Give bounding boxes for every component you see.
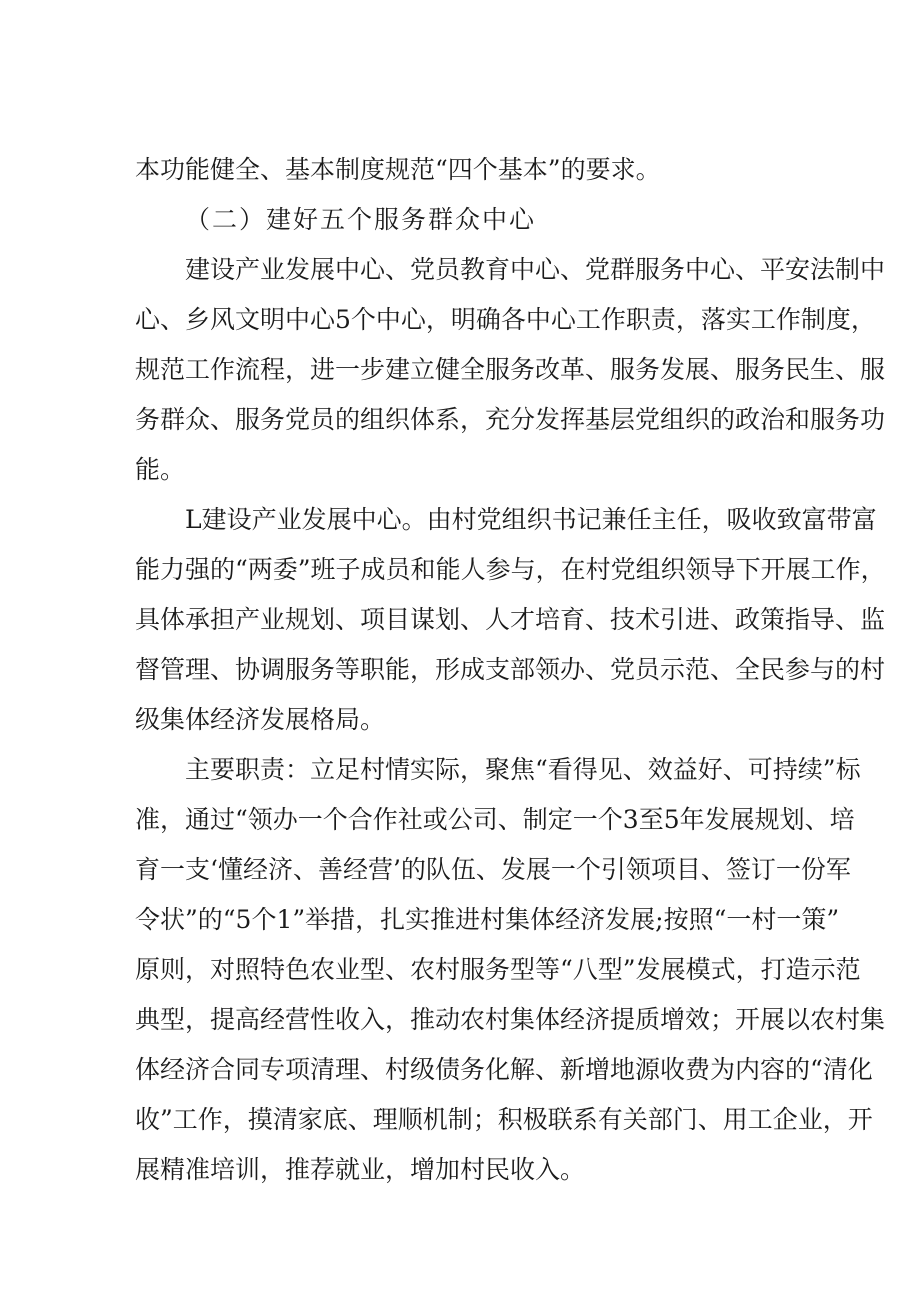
text-line: 典型，提高经营性收入，推动农村集体经济提质增效；开展以农村集 — [135, 1005, 886, 1034]
text-line: 本功能健全、基本制度规范“四个基本”的要求。 — [135, 155, 661, 184]
text-line: 务群众、服务党员的组织体系，充分发挥基层党组织的政治和服务功 — [135, 405, 886, 434]
text-line: 级集体经济发展格局。 — [135, 705, 386, 734]
text-line: 收”工作，摸清家底、理顺机制；积极联系有关部门、用工企业，开 — [135, 1105, 873, 1134]
section-heading: （二）建好五个服务群众中心 — [185, 205, 537, 234]
text-line: 心、乡风文明中心5个中心，明确各中心工作职责，落实工作制度， — [135, 305, 876, 334]
text-line: 能力强的“两委”班子成员和能人参与，在村党组织领导下开展工作， — [135, 555, 886, 584]
text-line: 主要职责：立足村情实际，聚焦“看得见、效益好、可持续”标 — [185, 755, 861, 784]
text-line: 原则，对照特色农业型、农村服务型等“八型”发展模式，打造示范 — [135, 955, 861, 984]
text-line: 建设产业发展中心、党员教育中心、党群服务中心、平安法制中 — [185, 255, 886, 284]
text-line: 督管理、协调服务等职能，形成支部领办、党员示范、全民参与的村 — [135, 655, 886, 684]
text-line: L建设产业发展中心。由村党组织书记兼任主任，吸收致富带富 — [185, 505, 877, 534]
text-line: 展精准培训，推荐就业，增加村民收入。 — [135, 1155, 586, 1184]
text-line: 准，通过“领办一个合作社或公司、制定一个3至5年发展规划、培 — [135, 805, 855, 834]
text-line: 规范工作流程，进一步建立健全服务改革、服务发展、服务民生、服 — [135, 355, 886, 384]
text-line: 具体承担产业规划、项目谋划、人才培育、技术引进、政策指导、监 — [135, 605, 886, 634]
text-line: 能。 — [135, 455, 186, 484]
text-line: 育一支‘懂经济、善经营’的队伍、发展一个引领项目、签订一份军 — [135, 855, 851, 884]
text-line: 体经济合同专项清理、村级债务化解、新增地源收费为内容的“清化 — [135, 1055, 873, 1084]
text-line: 令状”的“5个1”举措，扎实推进村集体经济发展;按照“一村一策” — [135, 905, 840, 934]
